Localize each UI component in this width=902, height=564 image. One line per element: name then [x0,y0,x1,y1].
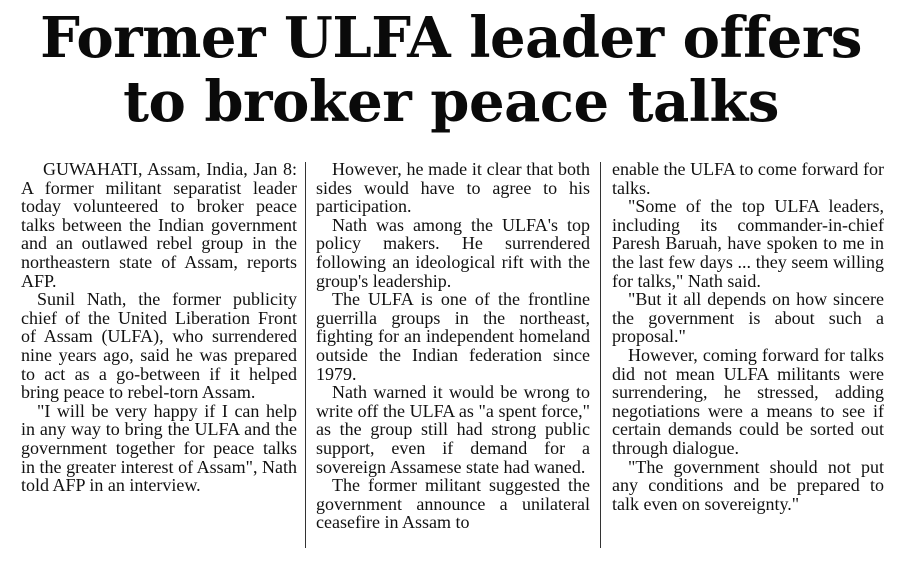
headline-line-1: Former ULFA leader offers [40,5,862,71]
paragraph: enable the ULFA to come forward for talks. [612,159,884,198]
paragraph: "Some of the top ULFA leaders, including its commander-in-chief Paresh Baruah, have spoken to me in the last few days ... they seem willing for talks," Nath said. [612,196,884,291]
paragraph: However, he made it clear that both sides would have to agree to his participation. [316,159,590,217]
article-column-2 [316,160,590,532]
paragraph: The ULFA is one of the frontline guerrilla groups in the northeast, fighting for an independent homeland outside the Indian federation since 1979. [316,289,590,384]
article-column-3 [612,160,884,513]
headline [0,6,902,134]
paragraph: The former militant suggested the government announce a unilateral ceasefire in Assam to [316,475,590,533]
paragraph: GUWAHATI, Assam, India, Jan 8: A former militant separatist leader today volunteered to broker peace talks between the Indian government and an outlawed rebel group in the northeastern state of Assam, reports AFP. [21,159,297,291]
paragraph: However, coming forward for talks did not mean ULFA militants were surrendering, he stressed, adding negotiations were a means to see if certain demands could be sorted out through dialogue. [612,344,884,458]
headline-line-2: to broker peace talks [123,69,779,135]
paragraph: Nath was among the ULFA's top policy makers. He surrendered following an ideological rift with the group's leadership. [316,214,590,291]
article-body [0,160,902,560]
paragraph: "The government should not put any conditions and be prepared to talk even on sovereignty." [612,456,884,514]
paragraph: Nath warned it would be wrong to write off the ULFA as "a spent force," as the group still had strong public support, even if demand for a sovereign Assamese state had waned. [316,382,590,477]
paragraph: "But it all depends on how sincere the government is about such a proposal." [612,289,884,347]
paragraph: "I will be very happy if I can help in any way to bring the ULFA and the government together for peace talks in the greater interest of Assam", Nath told AFP in an interview. [21,400,297,496]
article-column-1 [21,160,297,495]
paragraph: Sunil Nath, the former publicity chief of the United Liberation Front of Assam (ULFA), who surrendered nine years ago, said he was prepared to act as a go-between if it helped bring peace to rebel-torn Assam. [21,289,297,403]
